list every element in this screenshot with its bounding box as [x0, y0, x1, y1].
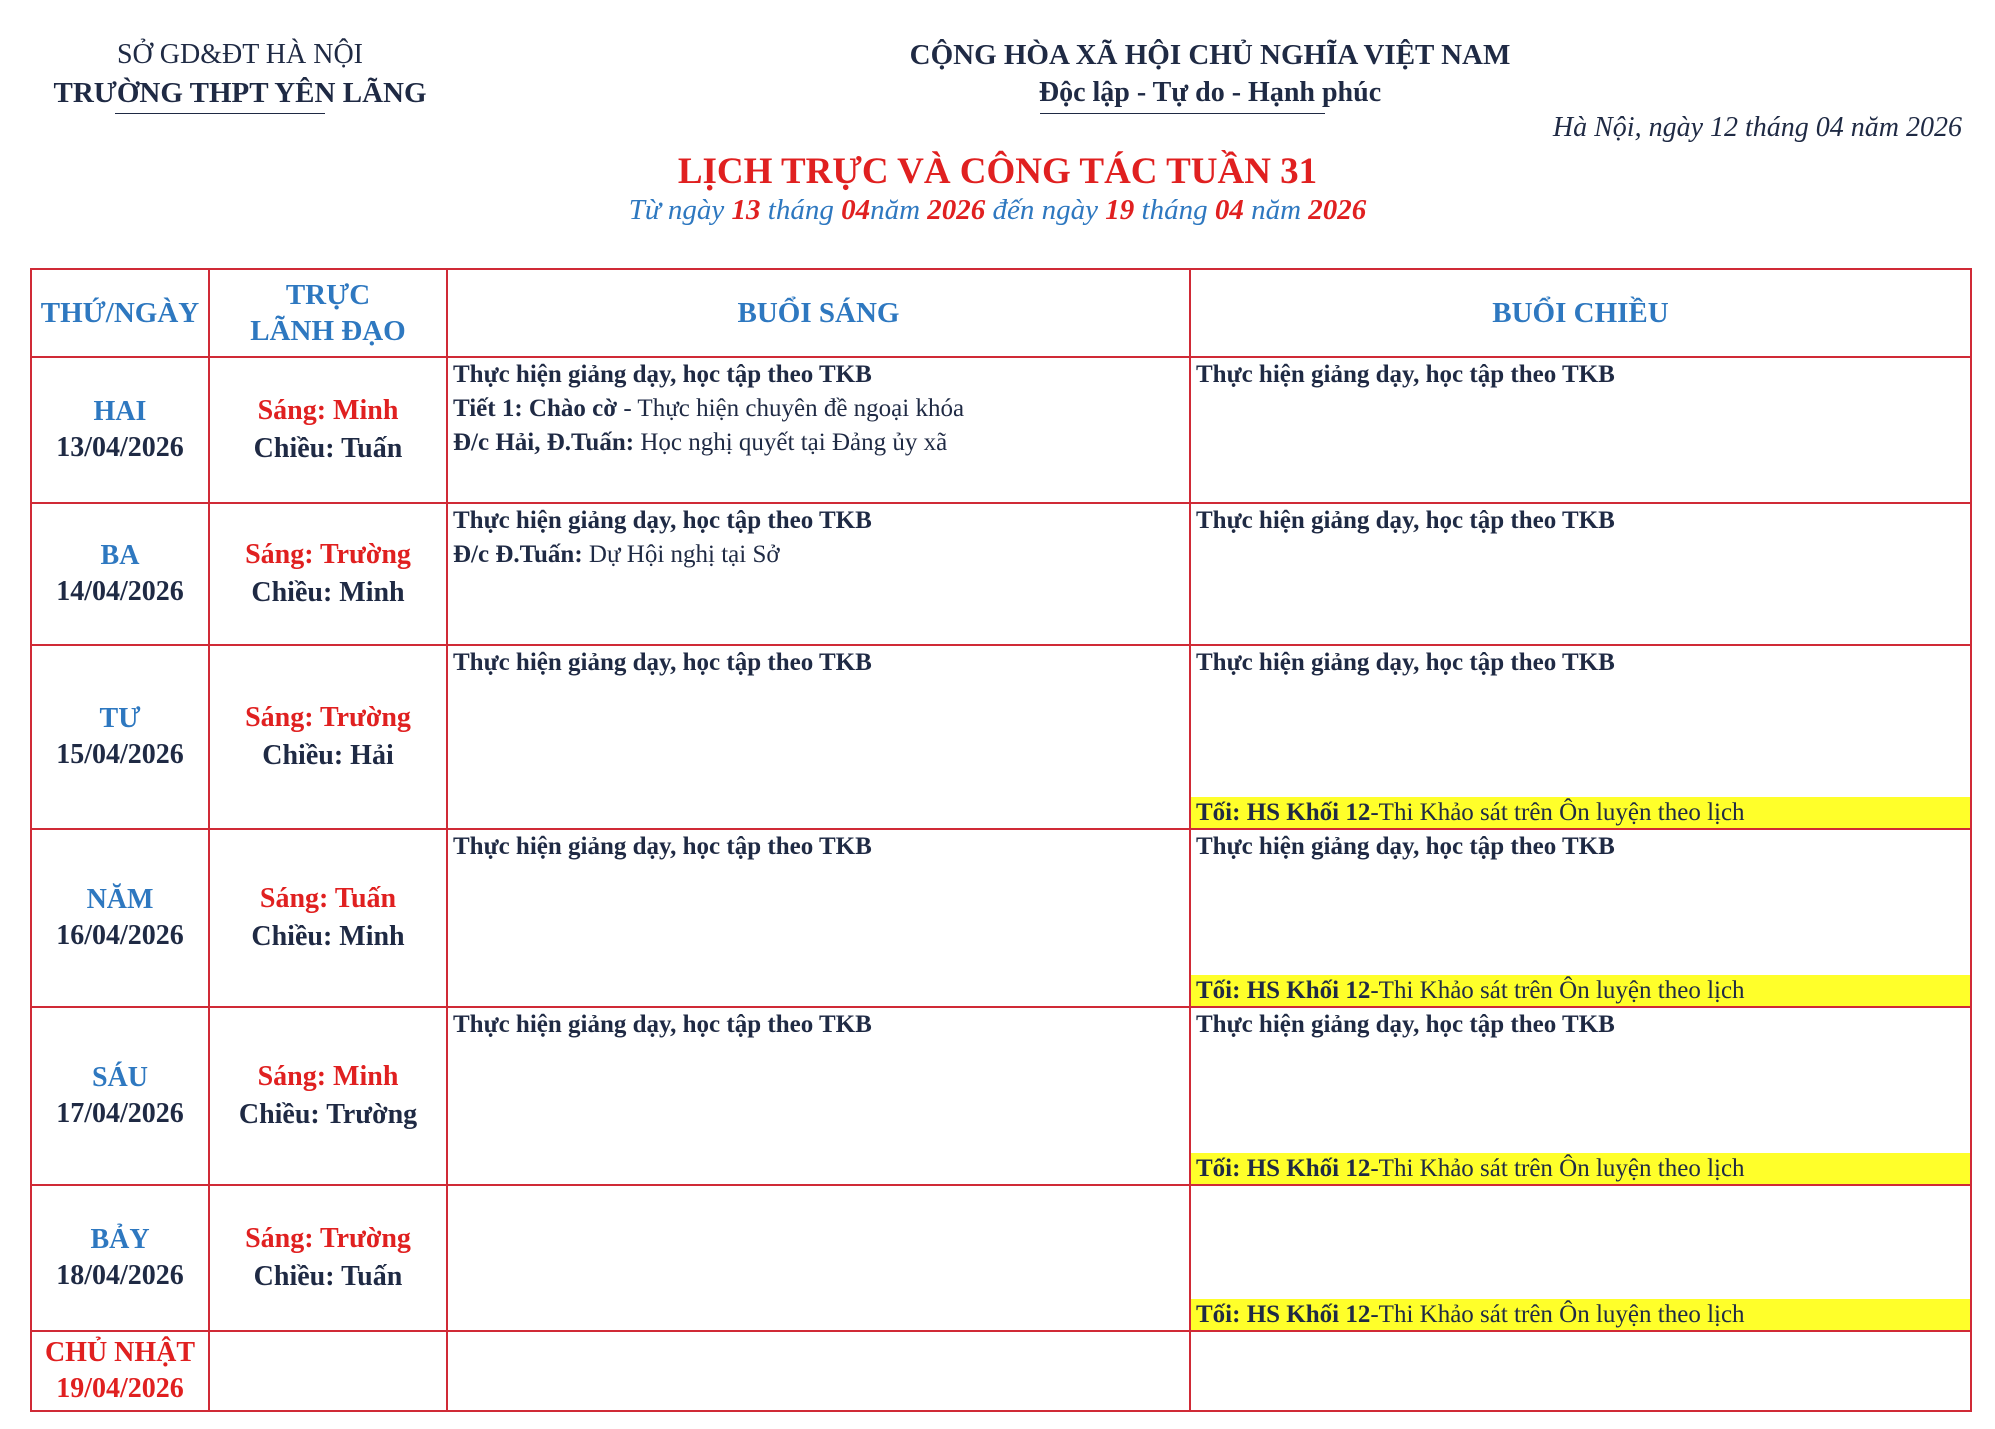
department-name: SỞ GD&ĐT HÀ NỘI	[116, 39, 364, 70]
table-row	[31, 503, 1971, 645]
day-name: NĂM	[86, 884, 154, 915]
duty-afternoon: Chiều: Minh	[251, 577, 405, 608]
afternoon-cell	[1190, 357, 1971, 503]
activity-line	[448, 830, 1189, 864]
duty-cell	[209, 645, 447, 829]
duty-cell	[209, 503, 447, 645]
afternoon-cell	[1190, 503, 1971, 645]
day-name: TƯ	[99, 703, 141, 734]
day-date: 16/04/2026	[56, 920, 184, 951]
duty-morning: Sáng: Minh	[257, 395, 399, 426]
month-label: tháng	[1141, 194, 1208, 226]
day-cell	[31, 829, 209, 1007]
activity-bold: Thực hiện giảng dạy, học tập theo TKB	[1196, 649, 1615, 676]
day-date: 13/04/2026	[56, 432, 184, 463]
activity-text: - Thực hiện chuyên đề ngoại khóa	[617, 395, 965, 422]
school-underline	[115, 113, 325, 114]
morning-cell	[447, 357, 1190, 503]
evening-note	[1191, 1299, 1970, 1330]
activity-line	[1191, 830, 1970, 864]
morning-cell	[447, 645, 1190, 829]
activity-bold: Thực hiện giảng dạy, học tập theo TKB	[1196, 833, 1615, 860]
activity-line	[448, 504, 1189, 538]
schedule-table	[30, 268, 1972, 1412]
evening-bold: Tối: HS Khối 12	[1196, 1155, 1371, 1182]
day-date: 19/04/2026	[56, 1373, 184, 1404]
day-name: HAI	[93, 396, 147, 427]
morning-cell	[447, 829, 1190, 1007]
day-name: CHỦ NHẬT	[44, 1337, 196, 1368]
from-month: 04	[841, 194, 871, 226]
month-label: tháng	[767, 194, 834, 226]
nation-name: CỘNG HÒA XÃ HỘI CHỦ NGHĨA VIỆT NAM	[909, 39, 1511, 71]
duty-cell	[209, 829, 447, 1007]
evening-text: -Thi Khảo sát trên Ôn luyện theo lịch	[1370, 1301, 1745, 1328]
afternoon-cell	[1190, 1007, 1971, 1185]
activity-line	[448, 426, 1189, 460]
table-row	[31, 645, 1971, 829]
to-day: 19	[1105, 194, 1135, 226]
day-date: 18/04/2026	[56, 1260, 184, 1291]
activity-bold: Thực hiện giảng dạy, học tập theo TKB	[1196, 361, 1615, 388]
afternoon-cell	[1190, 829, 1971, 1007]
evening-note	[1191, 1153, 1970, 1184]
morning-cell	[447, 1007, 1190, 1185]
table-row	[31, 829, 1971, 1007]
activity-bold: Đ/c Đ.Tuấn:	[453, 541, 583, 568]
day-date: 17/04/2026	[56, 1098, 184, 1129]
duty-cell	[209, 1331, 447, 1411]
activity-line	[1191, 646, 1970, 680]
day-cell	[31, 503, 209, 645]
activity-line	[1191, 358, 1970, 392]
activity-bold: Tiết 1: Chào cờ	[453, 395, 618, 422]
duty-afternoon: Chiều: Tuấn	[253, 1261, 403, 1292]
activity-bold: Thực hiện giảng dạy, học tập theo TKB	[453, 361, 872, 388]
evening-bold: Tối: HS Khối 12	[1196, 1301, 1371, 1328]
from-year: 2026	[927, 194, 986, 226]
activity-bold: Thực hiện giảng dạy, học tập theo TKB	[453, 1011, 872, 1038]
morning-cell	[447, 1331, 1190, 1411]
day-cell	[31, 1007, 209, 1185]
school-name: TRƯỜNG THPT YÊN LÃNG	[53, 77, 427, 109]
activity-bold: Đ/c Hải, Đ.Tuấn:	[453, 429, 635, 456]
day-date: 15/04/2026	[56, 739, 184, 770]
header-left	[30, 36, 450, 112]
activity-text: Dự Hội nghị tại Sở	[582, 541, 780, 568]
duty-morning: Sáng: Trường	[245, 702, 411, 733]
activity-line	[1191, 504, 1970, 538]
table-row	[31, 1331, 1971, 1411]
date-range	[0, 194, 1995, 227]
evening-bold: Tối: HS Khối 12	[1196, 799, 1371, 826]
day-cell	[31, 357, 209, 503]
activity-bold: Thực hiện giảng dạy, học tập theo TKB	[453, 833, 872, 860]
duty-morning: Sáng: Tuấn	[259, 883, 397, 914]
activity-line	[448, 358, 1189, 392]
evening-text: -Thi Khảo sát trên Ôn luyện theo lịch	[1370, 977, 1745, 1004]
motto-underline	[1040, 113, 1325, 114]
activity-line	[448, 646, 1189, 680]
from-label: Từ ngày	[628, 194, 725, 226]
duty-cell	[209, 357, 447, 503]
activity-bold: Thực hiện giảng dạy, học tập theo TKB	[453, 507, 872, 534]
header-duty-line1: TRỰC	[285, 279, 371, 311]
header-morning: BUỔI SÁNG	[447, 269, 1190, 357]
to-label: đến ngày	[992, 194, 1099, 226]
to-year: 2026	[1308, 194, 1367, 226]
year-label: năm	[870, 194, 921, 226]
table-header-row	[31, 269, 1971, 357]
day-cell	[31, 645, 209, 829]
day-date: 14/04/2026	[56, 576, 184, 607]
morning-cell	[447, 503, 1190, 645]
activity-text: Học nghị quyết tại Đảng ủy xã	[634, 429, 948, 456]
day-cell	[31, 1331, 209, 1411]
day-cell	[31, 1185, 209, 1331]
header-duty	[209, 269, 447, 357]
evening-note	[1191, 797, 1970, 828]
day-name: SÁU	[91, 1062, 148, 1093]
schedule-body	[31, 357, 1971, 1411]
activity-line	[448, 392, 1189, 426]
evening-text: -Thi Khảo sát trên Ôn luyện theo lịch	[1370, 1155, 1745, 1182]
table-row	[31, 1007, 1971, 1185]
duty-morning: Sáng: Trường	[245, 539, 411, 570]
activity-line	[448, 1008, 1189, 1042]
activity-line	[448, 538, 1189, 572]
afternoon-cell	[1190, 1185, 1971, 1331]
table-row	[31, 357, 1971, 503]
table-row	[31, 1185, 1971, 1331]
activity-bold: Thực hiện giảng dạy, học tập theo TKB	[1196, 1011, 1615, 1038]
header-day: THỨ/NGÀY	[31, 269, 209, 357]
activity-bold: Thực hiện giảng dạy, học tập theo TKB	[453, 649, 872, 676]
page-title: LỊCH TRỰC VÀ CÔNG TÁC TUẦN 31	[677, 151, 1318, 192]
duty-morning: Sáng: Trường	[245, 1223, 411, 1254]
year-label: năm	[1251, 194, 1302, 226]
header-duty-line2: LÃNH ĐẠO	[250, 315, 406, 347]
morning-cell	[447, 1185, 1190, 1331]
duty-afternoon: Chiều: Hải	[262, 740, 394, 771]
afternoon-cell	[1190, 645, 1971, 829]
duty-cell	[209, 1007, 447, 1185]
motto: Độc lập - Tự do - Hạnh phúc	[1038, 77, 1382, 108]
afternoon-cell	[1190, 1331, 1971, 1411]
evening-bold: Tối: HS Khối 12	[1196, 977, 1371, 1004]
evening-text: -Thi Khảo sát trên Ôn luyện theo lịch	[1370, 799, 1745, 826]
duty-cell	[209, 1185, 447, 1331]
header-afternoon: BUỔI CHIỀU	[1190, 269, 1971, 357]
duty-afternoon: Chiều: Minh	[251, 921, 405, 952]
activity-line	[1191, 1008, 1970, 1042]
header-right	[840, 36, 1580, 112]
activity-bold: Thực hiện giảng dạy, học tập theo TKB	[1196, 507, 1615, 534]
to-month: 04	[1214, 194, 1244, 226]
duty-morning: Sáng: Minh	[257, 1061, 399, 1092]
evening-note	[1191, 975, 1970, 1006]
issue-date: Hà Nội, ngày 12 tháng 04 năm 2026	[1552, 112, 1962, 143]
duty-afternoon: Chiều: Trường	[238, 1099, 418, 1130]
from-day: 13	[731, 194, 761, 226]
duty-afternoon: Chiều: Tuấn	[253, 433, 403, 464]
day-name: BA	[100, 540, 140, 571]
day-name: BẢY	[90, 1224, 150, 1255]
